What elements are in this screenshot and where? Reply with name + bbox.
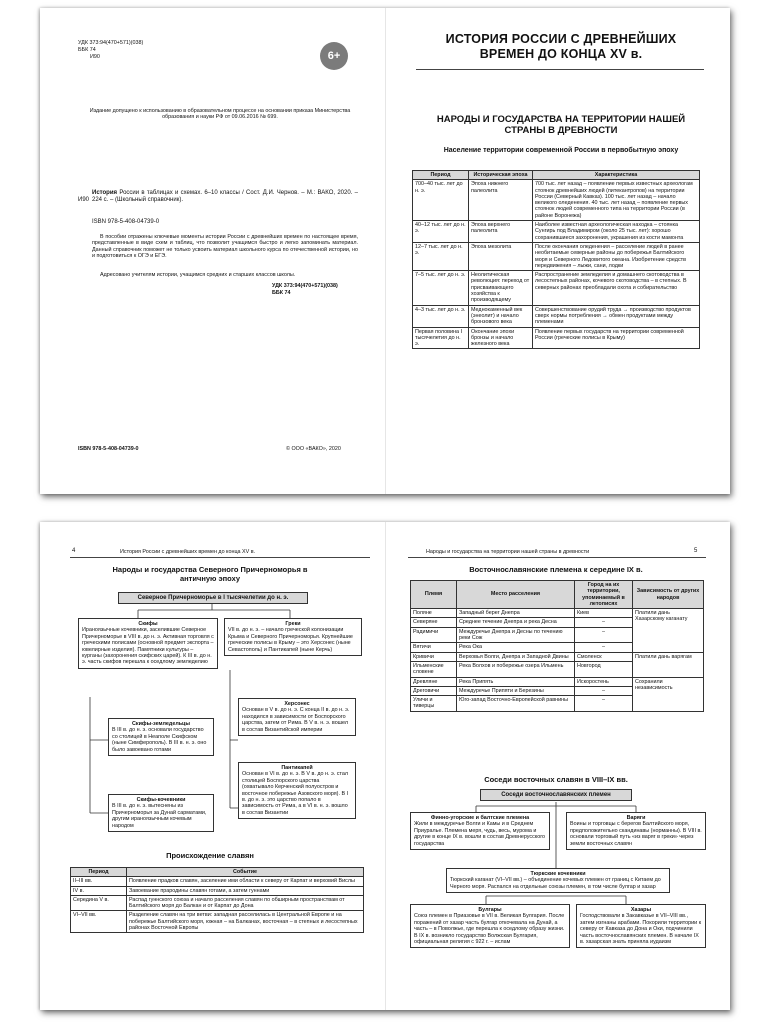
isbn-footer: ISBN 978-5-408-04739-0 bbox=[78, 446, 139, 452]
cell: – bbox=[575, 618, 633, 627]
finno-title: Финно-угорские и балтские племена bbox=[430, 815, 530, 821]
neighbors-root-box: Соседи восточнославянских племен bbox=[480, 789, 632, 801]
chersonesus-box bbox=[238, 698, 356, 736]
turkic-title: Тюркские кочевники bbox=[530, 871, 586, 877]
cell: Вятичи bbox=[411, 643, 457, 652]
cell: Платили дань варягам bbox=[633, 652, 704, 677]
cell: Платили дань Хазарскому каганату bbox=[633, 609, 704, 652]
cell: Дреговичи bbox=[411, 686, 457, 695]
spread-top bbox=[40, 8, 730, 494]
table-row bbox=[413, 305, 700, 327]
nomads-text: В III в. до н. э. вытеснены из Причерноморья за Дунай сарматами, другим ираноязычным кочевым народом bbox=[112, 803, 207, 829]
col-characteristic: Характеристика bbox=[533, 171, 700, 180]
cell: Распространение земледелия и домашнего скотоводства в лесостепных районах, кочевого скотоводства – в степных. В северных районах преобладали охота и собирательство bbox=[533, 271, 700, 305]
cell: 40–12 тыс. лет до н. э. bbox=[413, 221, 469, 243]
cell: Разделение славян на три ветви: западная расселилась в Центральной Европе и на побережье Балтийского моря, южная – на Балканах, восточная – в степных и лесостепных районах Восточной Европы bbox=[127, 911, 364, 933]
bulgars-box bbox=[410, 904, 570, 948]
cell: Неолитическая революция: переход от присваивающего хозяйства к производящему bbox=[469, 271, 533, 305]
scythian-nomads-box bbox=[108, 794, 214, 832]
bulgars-title: Булгары bbox=[478, 907, 502, 913]
cell: Междуречье Припяти и Березины bbox=[457, 686, 575, 695]
page-prehistory bbox=[385, 8, 730, 494]
cell: Юго-запад Восточно-Европейской равнины bbox=[457, 696, 575, 712]
title-rule bbox=[416, 69, 704, 70]
table-row bbox=[71, 895, 364, 911]
age-rating-badge: 6+ bbox=[320, 42, 348, 70]
cell: II–III вв. bbox=[71, 877, 127, 886]
biblio-text: России в таблицах и схемах. 6–10 классы / Сост. Д.И. Чернов. – М.: ВАКО, 2020. – 224 с. – (Школьный справочник). bbox=[92, 190, 358, 203]
farmers-title: Скифы-земледельцы bbox=[132, 721, 190, 727]
khazars-title: Хазары bbox=[630, 907, 652, 913]
cell: 700–40 тыс. лет до н. э. bbox=[413, 180, 469, 221]
cell: Завоевание прародины славян готами, а затем гуннами bbox=[127, 886, 364, 895]
cell: Середина V в. bbox=[71, 895, 127, 911]
cell: – bbox=[575, 696, 633, 712]
chersonesus-text: Основан в V в. до н. э. С конца II в. до н. э. находился в зависимости от Боспорского царства, затем от Рима. В V в. н. э. вошел в состав Византийской империи bbox=[242, 707, 350, 733]
farmers-text: В III в. до н. э. основали государство со столицей в Неаполе Скифском (ныне Симферополь). В III в. н. э. оно было завоевано готами bbox=[112, 727, 207, 753]
scythians-box bbox=[78, 618, 218, 669]
cell: IV в. bbox=[71, 886, 127, 895]
prehistory-table bbox=[412, 170, 700, 349]
book-title: ИСТОРИЯ РОССИИ С ДРЕВНЕЙШИХ ВРЕМЕН ДО КОНЦА XV в. bbox=[445, 32, 677, 61]
cell: Появление первых государств на территории современной России (греческие полисы в Крыму) bbox=[533, 327, 700, 349]
col-event: Событие bbox=[127, 868, 364, 877]
cell: Смоленск bbox=[575, 652, 633, 661]
root-box: Северное Причерноморье в I тысячелетии до н. э. bbox=[118, 592, 308, 604]
subsection-title: Население территории современной России в первобытную эпоху bbox=[443, 147, 679, 154]
col-dependency: Зависимость от других народов bbox=[633, 581, 704, 609]
cell: Уличи и тиверцы bbox=[411, 696, 457, 712]
scythian-farmers-box bbox=[108, 718, 214, 756]
cell: VI–VII вв. bbox=[71, 911, 127, 933]
cell: Междуречье Днепра и Десны по течению реки Сож bbox=[457, 627, 575, 643]
bulgars-text: Союз племен в Приазовье в VII в. Великая Булгария. После поражений от хазар часть булгар откочевала на Дунай, а часть – в Поволжье, где перешла к оседлому образу жизни. В IX в. возникло государство Волжская Булгария, официальная религия с 922 г. – ислам bbox=[414, 913, 565, 946]
table-row bbox=[413, 242, 700, 270]
cell: Меднокаменный век (энеолит) и начало бронзового века bbox=[469, 305, 533, 327]
biblio-author: История bbox=[92, 190, 118, 196]
finno-ugric-box bbox=[410, 812, 550, 850]
page-title: Народы и государства Северного Причерноморья в античную эпоху bbox=[112, 565, 308, 583]
cell: – bbox=[575, 686, 633, 695]
khazars-box bbox=[576, 904, 706, 948]
cell: Радимичи bbox=[411, 627, 457, 643]
cell: Появление прадков славян, заселение ими области к северу от Карпат и верховий Вислы bbox=[127, 877, 364, 886]
cell: Ильменские словене bbox=[411, 661, 457, 677]
cell: Наиболее известная археологическая находка – стоянка Сунгирь под Владимиром (около 25 тыс. лет): хорошо сохранившиеся захоронения, украшения из кости мамонта bbox=[533, 221, 700, 243]
col-place: Место расселения bbox=[457, 581, 575, 609]
ministry-note: Издание допущено к использованию в образовательном процессе на основании приказа Министерства образования и науки РФ от 09.06.2016 № 699. bbox=[89, 108, 351, 121]
table-row bbox=[413, 221, 700, 243]
khazars-text: Господствовали в Закавказье в VII–VIII вв., затем изгнаны арабами. Покорили территории к северу от Кавказа до Дона и Оки, подчинили часть восточнославянских племен. В начале IX в. хазарская знать приняла иудаизм bbox=[580, 913, 702, 946]
varangians-text: Воины и торговцы с берегов Балтийского моря, предположительно скандинавы (норманны). В VIII в. основали торговый путь «из варяг в греки» через земли восточных славян bbox=[570, 821, 702, 847]
cell: Среднее течение Днепра и река Десна bbox=[457, 618, 575, 627]
cell: Окончание эпохи бронзы и начало железного века bbox=[469, 327, 533, 349]
table-row bbox=[71, 886, 364, 895]
cell: Верховья Волги, Днепра и Западной Двины bbox=[457, 652, 575, 661]
audience: Адресовано учителям истории, учащимся средних и старших классов школы. bbox=[100, 272, 296, 278]
cell: 700 тыс. лет назад – появление первых известных археологам стоянок древнейших людей (питекантропов) на территории России (Северный Кавказ). 100 тыс. лет назад – начало великого оледенения. 40 тыс. лет назад – появление первых стоянок людей современного типа на территории России (в районе Воронежа) bbox=[533, 180, 700, 221]
col-period: Период bbox=[71, 868, 127, 877]
table-row bbox=[71, 877, 364, 886]
origin-title: Происхождение славян bbox=[166, 851, 254, 860]
nomads-title: Скифы-кочевники bbox=[136, 797, 186, 803]
cell: Первая половина I тысячелетия до н. э. bbox=[413, 327, 469, 349]
table-row bbox=[413, 180, 700, 221]
imprint-page bbox=[40, 8, 385, 494]
cell: Сохранили независимость bbox=[633, 677, 704, 711]
col-epoch: Историческая эпоха bbox=[469, 171, 533, 180]
panticapaeum-box bbox=[238, 762, 356, 819]
finno-text: Жили в междуречье Волги и Камы и в Среднем Приуралье. Племена меря, чудь, весь, мурома и другие в конце IX в. вошли в состав Древнерусского государства bbox=[414, 821, 546, 847]
page-number: 4 bbox=[72, 548, 76, 554]
spread-bottom bbox=[40, 522, 730, 1010]
cell: После окончания оледенения – расселение людей в ранее необитаемые северные районы до побережья Балтийского моря и Северного Ледовитого океана. Изобретение средств передвижения – лыжи, сани, лодки bbox=[533, 242, 700, 270]
book-index: И90 bbox=[90, 54, 100, 60]
cell: Поляне bbox=[411, 609, 457, 618]
cell: Северяне bbox=[411, 618, 457, 627]
cell: Эпоха мезолита bbox=[469, 242, 533, 270]
cell: Эпоха верхнего палеолита bbox=[469, 221, 533, 243]
panticapaeum-title: Пантикапей bbox=[281, 765, 313, 771]
cell: Кривичи bbox=[411, 652, 457, 661]
scythians-text: Ираноязычные кочевники, заселившие Северное Причерноморье в VIII в. до н. э. Активная торговля с греческими полисами (основной предмет экспорта – ювелирные изделия). Памятники культуры – курганы (захоронения скифских царей). К III в. до н. э. часть скифов перешла к оседлому земледелию bbox=[82, 627, 214, 666]
cell: Река Ока bbox=[457, 643, 575, 652]
page-number: 5 bbox=[694, 548, 698, 554]
cell: Эпоха нижнего палеолита bbox=[469, 180, 533, 221]
cell: – bbox=[575, 643, 633, 652]
bibliographic-record bbox=[78, 190, 358, 204]
chersonesus-title: Херсонес bbox=[284, 701, 310, 707]
biblio-index: И90 bbox=[78, 197, 89, 203]
cell: Киев bbox=[575, 609, 633, 618]
page-title: Восточнославянские племена к середине IX в. bbox=[469, 565, 643, 574]
cell: Совершенствование орудий труда → производство продуктов сверх нормы потребления → обмен продуктами между племенами bbox=[533, 305, 700, 327]
cell: Распад гуннского союза и начало расселения славян по обширным пространствам от Балтийского моря до Балкан и от Карпат до Дона bbox=[127, 895, 364, 911]
running-head: Народы и государства на территории нашей страны в древности bbox=[426, 549, 590, 555]
cell: Искоростень bbox=[575, 677, 633, 686]
scythians-title: Скифы bbox=[138, 621, 158, 627]
table-row bbox=[413, 271, 700, 305]
running-head: История России с древнейших времен до конца XV в. bbox=[120, 549, 256, 555]
cell: Новгород bbox=[575, 661, 633, 677]
origin-table bbox=[70, 867, 364, 933]
cell: Древляне bbox=[411, 677, 457, 686]
isbn-line: ISBN 978-5-408-04739-0 bbox=[92, 219, 160, 225]
page-5 bbox=[385, 522, 730, 1010]
udk-2: УДК 373:94(470+571)(038) bbox=[272, 283, 338, 289]
bbk-2: ББК 74 bbox=[272, 290, 291, 296]
bbk: ББК 74 bbox=[78, 47, 96, 53]
section-title: НАРОДЫ И ГОСУДАРСТВА НА ТЕРРИТОРИИ НАШЕЙ СТРАНЫ В ДРЕВНОСТИ bbox=[436, 114, 686, 136]
greeks-title: Греки bbox=[285, 621, 301, 627]
varangians-box bbox=[566, 812, 706, 850]
cell: Река Припять bbox=[457, 677, 575, 686]
turkic-text: Тюркский каганат (VI–VII вв.) – объединение кочевых племен от границ с Китаем до Черного моря. Распался на отдельные союзы племен, в том числе булгар и хазар bbox=[450, 877, 661, 890]
annotation: В пособии отражены ключевые моменты истории России с древнейших времен по настоящее время, представленные в виде схем и таблиц, что позволит учащимся быстро и легко запоминать материал. Данный справочник поможет не только усвоить материал школьного курса по отечественной истории, но и подготовиться к ОГЭ и ЕГЭ. bbox=[92, 234, 358, 260]
udk: УДК 373:94(470+571)(038) bbox=[78, 40, 144, 46]
table-row bbox=[413, 327, 700, 349]
cell: 7–5 тыс. лет до н. э. bbox=[413, 271, 469, 305]
greeks-box bbox=[224, 618, 362, 656]
cell: 4–3 тыс. лет до н. э. bbox=[413, 305, 469, 327]
cell: 12–7 тыс. лет до н. э. bbox=[413, 242, 469, 270]
turkic-nomads-box bbox=[446, 868, 670, 893]
table-row bbox=[71, 911, 364, 933]
varangians-title: Варяги bbox=[626, 815, 646, 821]
cell: Западный берег Днепра bbox=[457, 609, 575, 618]
cell: – bbox=[575, 627, 633, 643]
page-4 bbox=[40, 522, 385, 1010]
greeks-text: VII в. до н. э. – начало греческой колонизации Крыма и Северного Причерноморья. Крупнейшие греческие полисы в Крыму – это Херсонес (ныне Севастополь) и Пантикапей (ныне Керчь) bbox=[228, 627, 353, 653]
neighbors-title: Соседи восточных славян в VIII–IX вв. bbox=[484, 775, 628, 784]
col-period: Период bbox=[413, 171, 469, 180]
col-tribe: Племя bbox=[411, 581, 457, 609]
cell: Река Волхов и побережье озера Ильмень bbox=[457, 661, 575, 677]
col-city: Город на их территории, упоминаемый в летописях bbox=[575, 581, 633, 609]
panticapaeum-text: Основан в VI в. до н. э. В V в. до н. э. стал столицей Боспорского царства (охватывало Керченский полуостров и восточное побережье Азовского моря). В I в. до н. э. это царство попало в зависимость от Рима, а в VI в. н. э. вошло в состав Византии bbox=[242, 771, 349, 816]
copyright: © ООО «ВАКО», 2020 bbox=[286, 446, 341, 452]
